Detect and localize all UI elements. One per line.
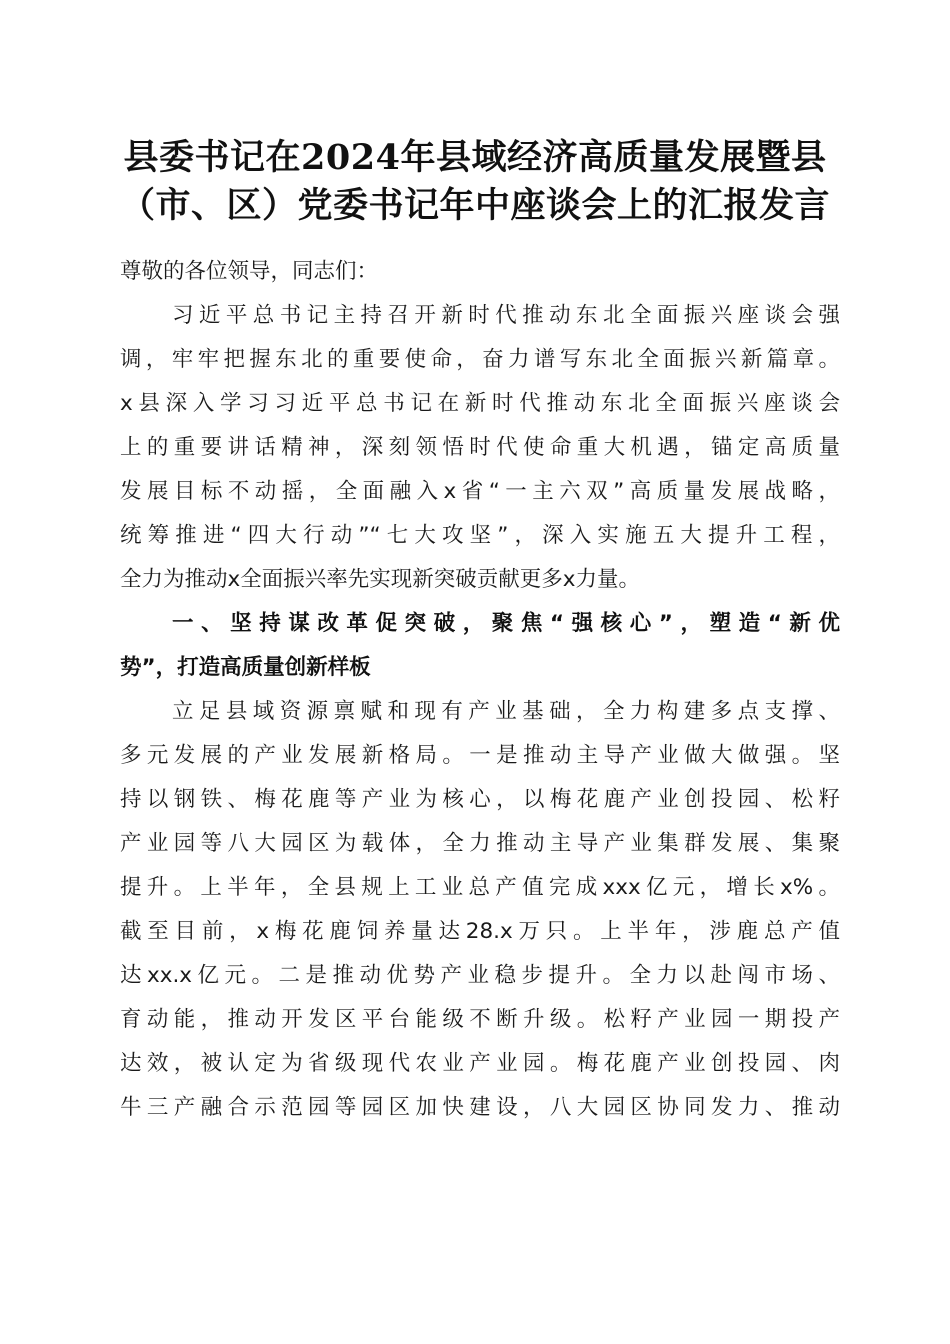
heading-line: 一、坚持谋改革促突破，聚焦“强核心”，塑造“新优: [172, 611, 840, 636]
paragraph-line: 全力为推动x全面振兴率先实现新突破贡献更多x力量。: [120, 567, 640, 592]
paragraph-line: 调，牢牢把握东北的重要使命，奋力谱写东北全面振兴新篇章。: [120, 347, 840, 372]
paragraph-line: 牛三产融合示范园等园区加快建设，八大园区协同发力、推动: [120, 1095, 840, 1120]
title-line: （市、区）党委书记年中座谈会上的汇报发言: [119, 185, 830, 226]
paragraph-line: 发展目标不动摇，全面融入x省“一主六双”高质量发展战略，: [120, 479, 840, 504]
section-heading-1: [120, 602, 840, 690]
paragraph-line: 达xx.x亿元。二是推动优势产业稳步提升。全力以赴闯市场、: [120, 963, 840, 988]
title-line: 县委书记在2024年县域经济高质量发展暨县: [123, 137, 827, 178]
paragraph-line: 统筹推进“四大行动”“七大攻坚”，深入实施五大提升工程，: [120, 523, 840, 548]
paragraph-intro: [120, 294, 840, 602]
paragraph-line: 习近平总书记主持召开新时代推动东北全面振兴座谈会强: [172, 303, 840, 328]
paragraph-line: 立足县域资源禀赋和现有产业基础，全力构建多点支撑、: [172, 699, 840, 724]
paragraph-line: 持以钢铁、梅花鹿等产业为核心，以梅花鹿产业创投园、松籽: [120, 787, 840, 812]
salutation: 尊敬的各位领导，同志们：: [120, 259, 379, 284]
paragraph-line: 截至目前，x梅花鹿饲养量达28.x万只。上半年，涉鹿总产值: [120, 919, 840, 944]
document-body: [120, 250, 840, 1130]
paragraph-line: 达效，被认定为省级现代农业产业园。梅花鹿产业创投园、肉: [120, 1051, 840, 1076]
paragraph-line: 多元发展的产业发展新格局。一是推动主导产业做大做强。坚: [120, 743, 840, 768]
paragraph-line: 提升。上半年，全县规上工业总产值完成xxx亿元，增长x%。: [120, 875, 840, 900]
paragraph-line: 上的重要讲话精神，深刻领悟时代使命重大机遇，锚定高质量: [120, 435, 840, 460]
document-title: [60, 134, 890, 230]
heading-line: 势”，打造高质量创新样板: [120, 655, 371, 680]
paragraph-industry: [120, 690, 840, 1130]
paragraph-line: 育动能，推动开发区平台能级不断升级。松籽产业园一期投产: [120, 1007, 840, 1032]
paragraph-line: x县深入学习习近平总书记在新时代推动东北全面振兴座谈会: [120, 391, 840, 416]
paragraph-line: 产业园等八大园区为载体，全力推动主导产业集群发展、集聚: [120, 831, 840, 856]
